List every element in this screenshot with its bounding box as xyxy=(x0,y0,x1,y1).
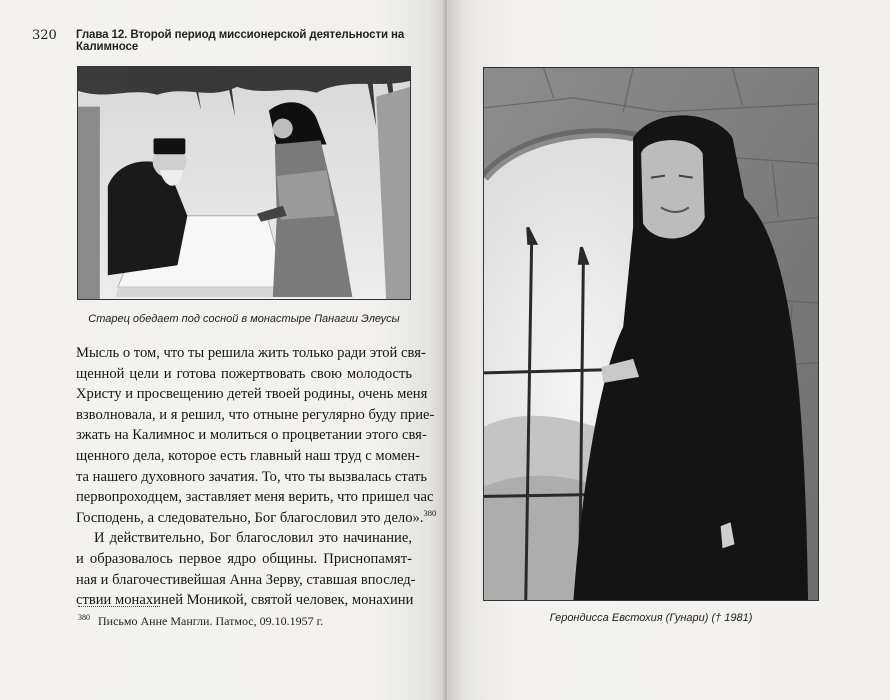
text-line: ствии монахиней Моникой, святой человек, монахини xyxy=(76,592,414,609)
text-line: И действительно, Бог благословил это начинание, xyxy=(94,530,412,547)
footnote-number: 380 xyxy=(78,613,90,622)
text-line: Мысль о том, что ты решила жить только ради этой свя- xyxy=(76,345,426,361)
page-number: 320 xyxy=(32,28,57,43)
text-line: Христу и просвещению детей твоей родины, очень меня xyxy=(76,386,428,403)
footnote-divider xyxy=(78,606,160,607)
footnote-text: Письмо Анне Мангли. Патмос, 09.10.1957 г. xyxy=(98,614,324,628)
right-page xyxy=(447,0,890,700)
text-line-with-footnote xyxy=(76,507,437,529)
photo-elder-dining-image xyxy=(78,67,410,299)
text-line: щенного дела, которое есть главный наш труд с момен- xyxy=(76,447,421,464)
photo-gerondissa xyxy=(483,67,819,601)
footnote xyxy=(78,613,323,629)
text-line: ная и благочестивейшая Анна Зерву, ставшая впослед- xyxy=(76,571,416,588)
photo-elder-dining xyxy=(77,66,411,300)
text-line: и образовалось первое ядро общины. Приснопамят- xyxy=(76,550,412,567)
footnote-reference[interactable]: 380 xyxy=(423,507,437,518)
photo-gerondissa-image xyxy=(484,68,818,600)
text-line: зжать на Калимнос и молиться о процветании этого свя- xyxy=(76,427,427,444)
photo-caption: Старец обедает под сосной в монастыре Панагии Элеусы xyxy=(88,313,400,325)
text-line: щенной цели и готова пожертвовать свою молодость xyxy=(76,365,412,382)
text-line: первопроходцем, заставляет меня верить, что пришел час xyxy=(76,489,434,506)
photo-caption: Герондисса Евстохия (Гунари) († 1981) xyxy=(549,612,753,624)
text-line: та нашего духовного зачатия. То, что ты вызвалась стать xyxy=(76,468,428,485)
text-line: взволновала, и я решил, что отныне регулярно буду прие- xyxy=(76,406,435,423)
body-text xyxy=(76,343,437,611)
running-head: Глава 12. Второй период миссионерской деятельности на Калимносе xyxy=(76,29,405,53)
text-line: Господень, а следовательно, Бог благословил это дело». xyxy=(76,509,424,526)
